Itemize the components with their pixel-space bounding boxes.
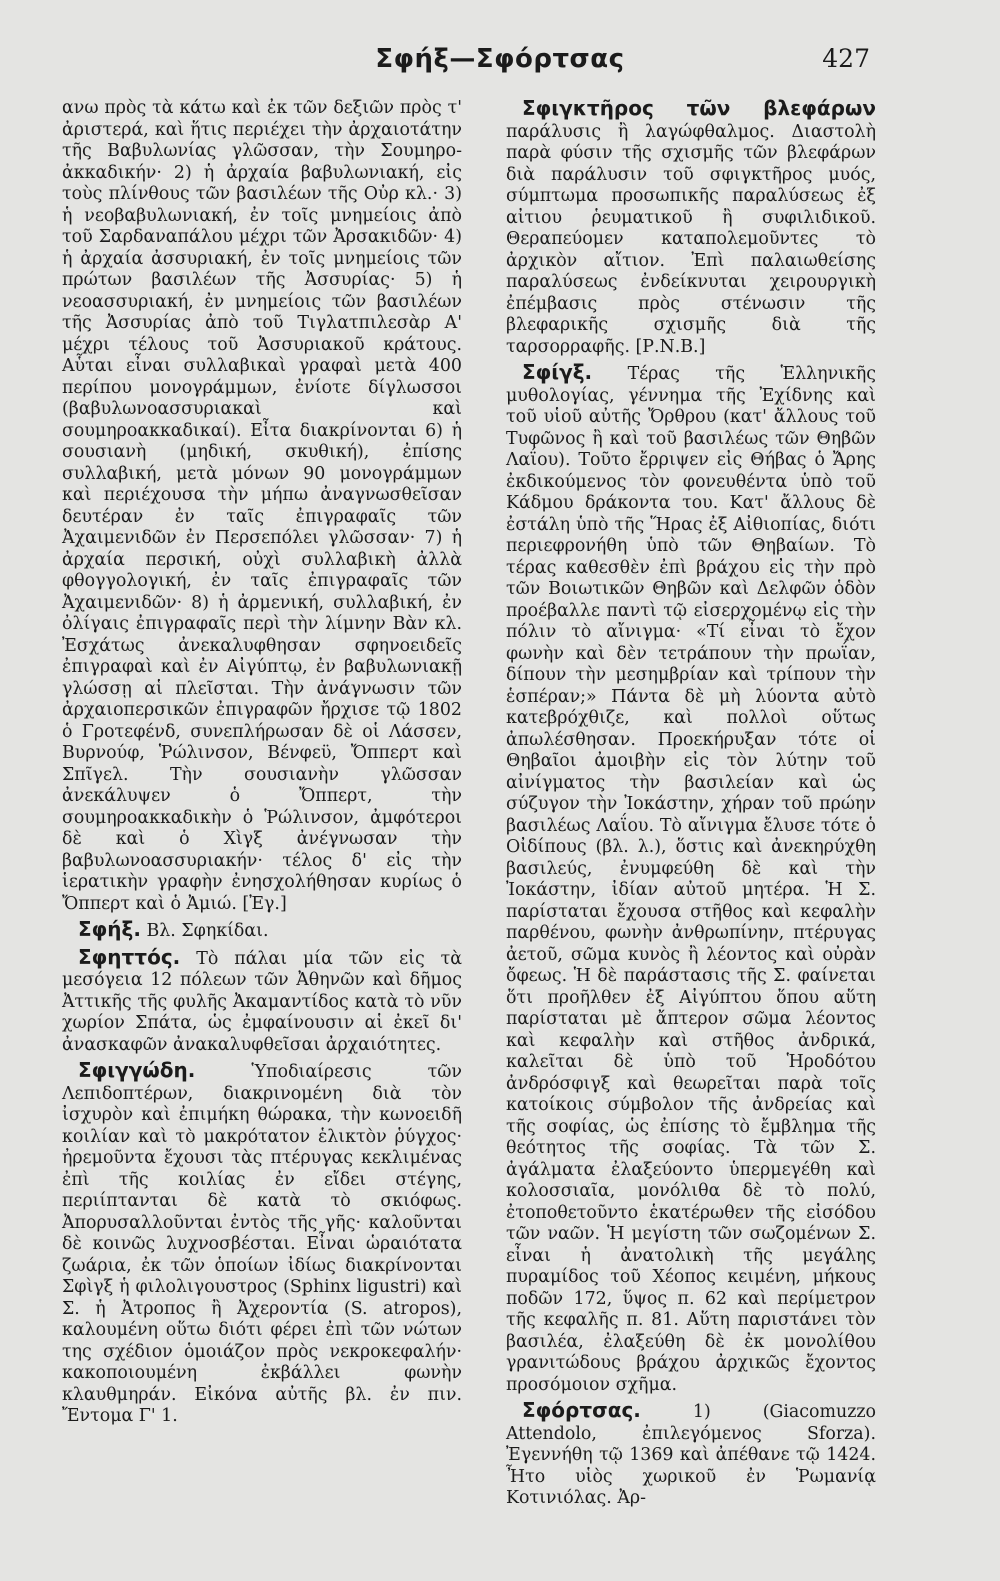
entry-text: 1) (Giacomuzzo Attendolo, ἐπιλεγόμενος Sforza). Ἐγεννήθη τῷ 1369 καὶ ἀπέθανε τῷ 1424. Ἦτο υἱὸς χωρικοῦ ἐν Ῥωμανίᾳ Κοτινιόλας. Ἀρ- <box>506 1402 876 1508</box>
entry-headword: Σφηττός. <box>78 944 181 969</box>
entry-sfortsas <box>506 1400 876 1510</box>
entry-text: Τὸ πάλαι μία τῶν εἰς τὰ μεσόγεια 12 πόλεων τῶν Ἀθηνῶν καὶ δῆμος Ἀττικῆς τῆς φυλῆς Ἀκαμαντίδος κατὰ τὸ νῦν χωρίον Σπάτα, ὡς ἐμφαίνουσιν αἱ ἐκεῖ δι' ἀνασκαφῶν ἀνακαλυφθεῖσαι ἀρχαιότητες. <box>62 948 463 1055</box>
right-column <box>506 98 876 1514</box>
entry-sfigktiros <box>506 98 876 358</box>
entry-text: Βλ. Σφηκίδαι. <box>146 921 269 941</box>
entry-sfittos <box>62 944 463 1057</box>
entry-text: Ὑποδιαίρεσις τῶν Λεπιδοπτέρων, διακρινομένη διὰ τὸν ἰσχυρὸν καὶ ἐπιμήκη θώρακα, τὴν κωνοειδῆ κοιλίαν καὶ τὸ μακρότατον ἑλικτὸν ῥύγχος· ἠρεμοῦντα ἔχουσι τὰς πτέρυγας κεκλιμένας ἐπὶ τῆς κοιλίας ἐν εἴδει στέγης, περιίπτανται δὲ κατὰ τὸ σκιόφως. Ἀπορυσαλλοῦνται ἐντὸς τῆς γῆς· καλοῦνται δὲ κοινῶς λυχνοσβέσται. Εἶναι ὡραιότατα ζωάρια, ἐκ τῶν ὁποίων ἰδίως διακρίνονται Σφὶγξ ἡ φιλολιγουστρος (Sphinx ligustri) καὶ Σ. ἡ Ἀτροπος ἢ Ἀχεροντία (S. atropos), καλουμένη οὕτω διότι φέρει ἐπὶ τῶν νώτων της σχέδιον ὁμοιάζον πρὸς νεκροκεφαλήν· κακοποιουμένη ἐκβάλλει φωνὴν κλαυθμηράν. Εἰκόνα αὐτῆς βλ. ἐν πιν. Ἔντομα Γ' 1. <box>62 1062 463 1426</box>
entry-headword: Σφόρτσας. <box>522 1398 641 1422</box>
entry-text: παράλυσις ἢ λαγώφθαλμος. Διαστολὴ παρὰ φύσιν τῆς σχισμῆς τῶν βλεφάρων διὰ παράλυσιν τοῦ σφιγκτῆρος μυός, σύμπτωμα προσωπικῆς παραλύσεως ἐξ αἰτιου ῥευματικοῦ ἢ συφιλιδικοῦ. Θεραπεύομεν καταπολεμοῦντες τὸ ἀρχικὸν αἴτιον. Ἐπὶ παλαιωθείσης παραλύσεως ἐνδείκνυται χειρουργικὴ ἐπέμβασις πρὸς στένωσιν τῆς βλεφαρικῆς σχισμῆς διὰ τῆς ταρσορραφῆς. [Ρ.Ν.Β.] <box>506 121 876 357</box>
entry-headword: Σφιγγώδη. <box>78 1058 196 1082</box>
left-column <box>62 98 462 1432</box>
entry-sfix <box>62 919 462 943</box>
entry-sfiggodi <box>62 1060 462 1428</box>
page-number: 427 <box>822 44 870 73</box>
page-header <box>0 44 1000 84</box>
entry-headword: Σφίγξ. <box>522 360 593 384</box>
continued-entry-text: ανω πρὸς τὰ κάτω καὶ ἐκ τῶν δεξιῶν πρὸς τ' ἀριστερά, καὶ ἥτις περιέχει τὴν ἀρχαιοτάτην τῆς Βαβυλωνίας γλῶσσαν, τὴν Σουμηρο-ἀκκαδικήν· 2) ἡ ἀρχαία βαβυλωνιακή, εἰς τοὺς πλίνθους τῶν βασιλέων τῆς Οὐρ κλ.· 3) ἡ νεοβαβυλωνιακή, ἐν τοῖς μνημείοις ἀπὸ τοῦ Σαρδαναπάλου μέχρι τῶν Ἀρσακιδῶν· 4) ἡ ἀρχαία ἀσσυριακή, ἐν τοῖς μνημείοις τῶν πρώτων βασιλέων τῆς Ἀσσυρίας· 5) ἡ νεοασσυριακή, ἐν μνημείοις τῶν βασιλέων τῆς Ἀσσυρίας ἀπὸ τοῦ Τιγλατπιλεσὰρ Α' μέχρι τέλους τοῦ Ἀσσυριακοῦ κράτους. Αὗται εἶναι συλλαβικαὶ γραφαὶ μετὰ 400 περίπου μονογράμμων, ἐνίοτε δίγλωσσοι (βαβυλωνοασσυριακαὶ καὶ σουμηροακκαδικαί). Εἶτα διακρίνονται 6) ἡ σουσιανὴ (μηδική, σκυθική), ἐπίσης συλλαβική, μετὰ μόνων 90 μονογράμμων καὶ περιέχουσα τὴν μήπω ἀναγνωσθεῖσαν δευτέραν ἐν ταῖς ἐπιγραφαῖς τῶν Ἀχαιμενιδῶν ἐν Περσεπόλει γλῶσσαν· 7) ἡ ἀρχαία περσική, οὐχὶ συλλαβικὴ ἀλλὰ φθογγολογική, ἐν ταῖς ἐπιγραφαῖς τῶν Ἀχαιμενιδῶν· 8) ἡ ἀρμενική, συλλαβική, ἐν ὀλίγαις ἐπιγραφαῖς περὶ τὴν λίμνην Βὰν κλ. Ἐσχάτως ἀνεκαλυφθησαν σφηνοειδεῖς ἐπιγραφαὶ καὶ ἐν Αἰγύπτῳ, ἐν βαβυλωνιακῇ γλώσσῃ αἱ πλεῖσται. Τὴν ἀνάγνωσιν τῶν ἀρχαιοπερσικῶν ἐπιγραφῶν ἤρχισε τῷ 1802 ὁ Γροτεφένδ, συνεπλήρωσαν δὲ οἱ Λάσσεν, Βυρνούφ, Ῥώλινσον, Βένφεϋ, Ὄππερτ καὶ Σπῖγελ. Τὴν σουσιανὴν γλῶσσαν ἀνεκάλυψεν ὁ Ὄππερτ, τὴν σουμηροακκαδικὴν ὁ Ῥώλινσον, ἀμφότεροι δὲ καὶ ὁ Χὶγξ ἀνέγνωσαν τὴν βαβυλωνοασσυριακήν· τέλος δ' εἰς τὴν ἱερατικὴν γραφὴν ἐνησχολήθησαν κυρίως ὁ Ὄππερτ καὶ ὁ Ἀμιώ. [Ἐγ.] <box>62 98 462 914</box>
entry-headword: Σφήξ. <box>78 917 141 941</box>
entry-headword: Σφιγκτῆρος τῶν βλεφάρων <box>522 96 876 120</box>
entry-text: Τέρας τῆς Ἑλληνικῆς μυθολογίας, γέννημα τῆς Ἐχίδνης καὶ τοῦ υἱοῦ αὐτῆς Ὄρθρου (κατ' ἄλλους τοῦ Τυφῶνος ἢ καὶ τοῦ βασιλέως τῶν Θηβῶν Λαΐου). Τοῦτο ἔρριψεν εἰς Θήβας ὁ Ἄρης ἐκδικούμενος τὸν φονευθέντα ὑπὸ τοῦ Κάδμου δράκοντα του. Κατ' ἄλλους δὲ ἐστάλη ὑπὸ τῆς Ἥρας ἐξ Αἰθιοπίας, διότι περιεφρονήθη ὑπὸ τῶν Θηβαίων. Τὸ τέρας καθεσθὲν ἐπὶ βράχου εἰς τὴν πρὸ τῶν Βοιωτικῶν Θηβῶν καὶ Δελφῶν ὁδὸν προέβαλλε παντὶ τῷ εἰσερχομένῳ εἰς τὴν πόλιν τὸ αἴνιγμα· «Τί εἶναι τὸ ἔχον φωνὴν καὶ δὲν τετράπουν τὴν πρωΐαν, δίπουν τὴν μεσημβρίαν καὶ τρίπουν τὴν ἑσπέραν;» Πάντα δὲ μὴ λύοντα αὐτὸ κατεβρόχθιζε, καὶ πολλοὶ οὕτως ἀπωλέσθησαν. Προεκήρυξαν τότε οἱ Θηβαῖοι ἀμοιβὴν εἰς τὸν λύτην τοῦ αἰνίγματος τὴν βασιλείαν καὶ ὡς σύζυγον τὴν Ἰοκάστην, χήραν τοῦ πρώην βασιλέως Λαΐου. Τὸ αἴνιγμα ἔλυσε τότε ὁ Οἰδίπους (βλ. λ.), ὅστις καὶ ἀνεκηρύχθη βασιλεύς, ἐνυμφεύθη δὲ καὶ τὴν Ἰοκάστην, ἰδίαν αὐτοῦ μητέρα. Ἡ Σ. παρίσταται ἔχουσα στῆθος καὶ κεφαλὴν παρθένου, φωνὴν ἀνθρωπίνην, πτέρυγας ἀετοῦ, σῶμα κυνὸς ἢ λέοντος καὶ οὐρὰν ὄφεως. Ἡ δὲ παράστασις τῆς Σ. φαίνεται ὅτι προῆλθεν ἐξ Αἰγύπτου ὅπου αὕτη παρίσταται μὲ ἄπτερον σῶμα λέοντος καὶ κεφαλὴν καὶ στῆθος ἀνδρικά, καλεῖται δὲ ὑπὸ τοῦ Ἡροδότου ἀνδρόσφιγξ καὶ θεωρεῖται παρὰ τοῖς κατοίκοις σύμβολον τῆς ἀνδρείας καὶ τῆς σοφίας, ὡς ἐπίσης τὸ ἔμβλημα τῆς θεότητος τῆς σοφίας. Τὰ τῶν Σ. ἀγάλματα ἐλαξεύοντο ὑπερμεγέθη καὶ κολοσσιαῖα, μονόλιθα δὲ τὸ πολύ, ἐτοποθετοῦντο ἑκατέρωθεν τῆς εἰσόδου τῶν ναῶν. Ἡ μεγίστη τῶν σωζομένων Σ. εἶναι ἡ ἀνατολικὴ τῆς μεγάλης πυραμίδος τοῦ Χέοπος κειμένη, μήκους ποδῶν 172, ὕψος π. 62 καὶ περίμετρον τῆς κεφαλῆς π. 81. Αὕτη παριστάνει τὸν βασιλέα, ἐλαξεύθη δὲ ἐκ μονολίθου γρανιτώδους βράχου ἀρχικῶς ἔχοντος προσόμοιον σχῆμα. <box>506 364 876 1395</box>
entry-sfigx <box>506 362 876 1396</box>
running-title: Σφήξ—Σφόρτσας <box>375 44 625 74</box>
